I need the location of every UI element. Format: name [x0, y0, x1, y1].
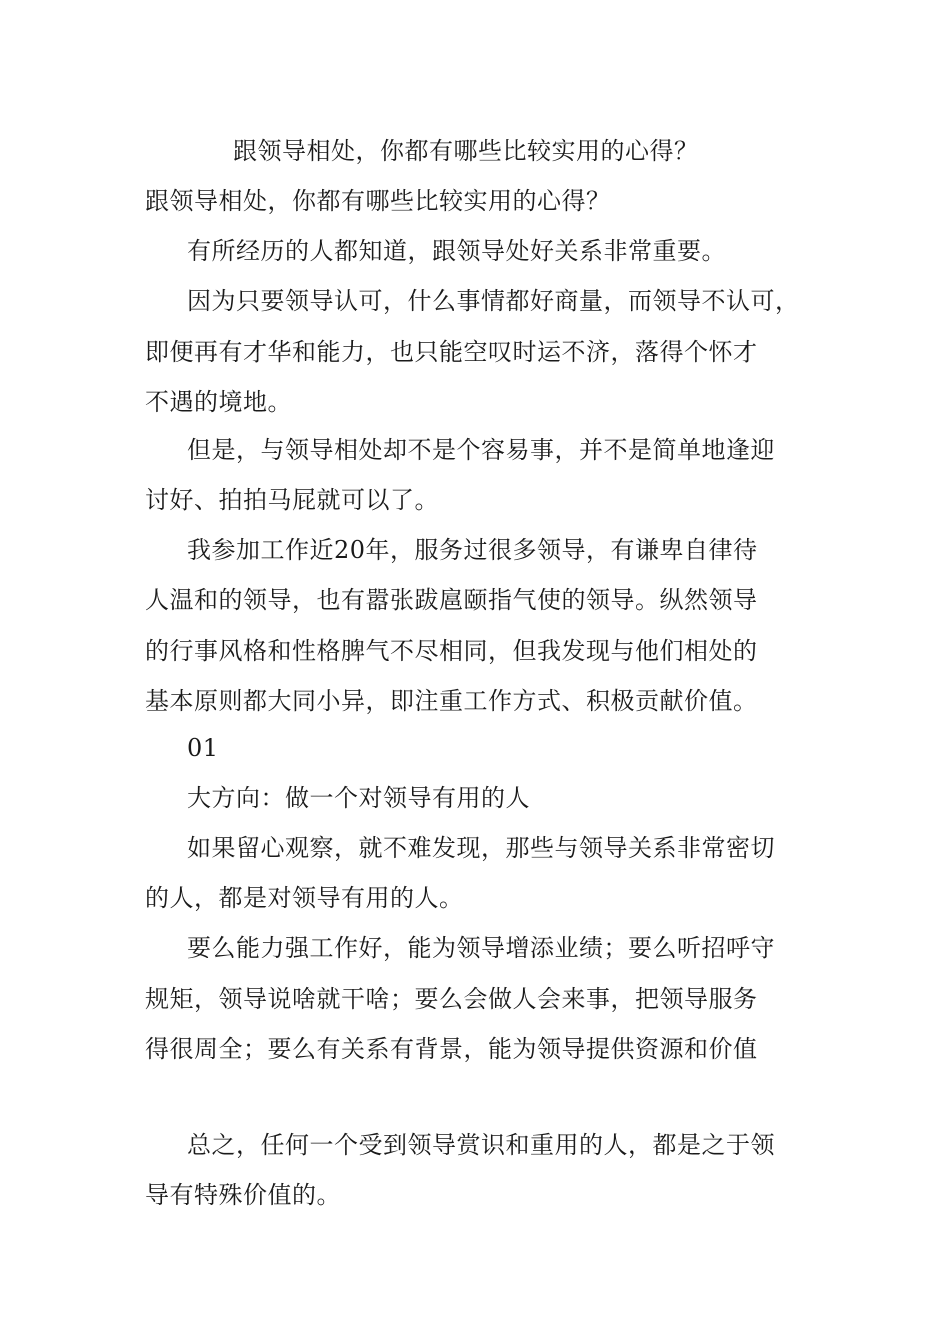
- section-heading: 大方向：做一个对领导有用的人: [187, 784, 530, 812]
- paragraph-line: 如果留心观察，就不难发现，那些与领导关系非常密切: [187, 834, 775, 862]
- document-subtitle: 跟领导相处，你都有哪些比较实用的心得？: [145, 187, 611, 215]
- paragraph-line: 讨好、拍拍马屁就可以了。: [145, 486, 439, 514]
- paragraph-line: 总之，任何一个受到领导赏识和重用的人，都是之于领: [187, 1131, 775, 1159]
- paragraph-line: 的行事风格和性格脾气不尽相同，但我发现与他们相处的: [145, 637, 758, 665]
- paragraph-line: 不遇的境地。: [145, 388, 292, 416]
- paragraph-line: 因为只要领导认可，什么事情都好商量，而领导不认可，: [187, 287, 800, 315]
- paragraph-line: 导有特殊价值的。: [145, 1181, 341, 1209]
- paragraph-line: 人温和的领导，也有嚣张跋扈颐指气使的领导。纵然领导: [145, 586, 758, 614]
- paragraph-line: 要么能力强工作好，能为领导增添业绩；要么听招呼守: [187, 934, 775, 962]
- section-number: 01: [187, 734, 219, 762]
- paragraph-line: 我参加工作近20年，服务过很多领导，有谦卑自律待: [187, 536, 758, 564]
- paragraph-line: 即便再有才华和能力，也只能空叹时运不济，落得个怀才: [145, 338, 758, 366]
- paragraph-line: 基本原则都大同小异，即注重工作方式、积极贡献价值。: [145, 687, 758, 715]
- document-title: 跟领导相处，你都有哪些比较实用的心得？: [233, 137, 699, 165]
- paragraph-line: 规矩，领导说啥就干啥；要么会做人会来事，把领导服务: [145, 985, 758, 1013]
- paragraph-line: 有所经历的人都知道，跟领导处好关系非常重要。: [187, 237, 726, 265]
- paragraph-line: 但是，与领导相处却不是个容易事，并不是简单地逢迎: [187, 436, 775, 464]
- paragraph-line: 得很周全；要么有关系有背景，能为领导提供资源和价值: [145, 1035, 758, 1063]
- paragraph-line: 的人，都是对领导有用的人。: [145, 884, 464, 912]
